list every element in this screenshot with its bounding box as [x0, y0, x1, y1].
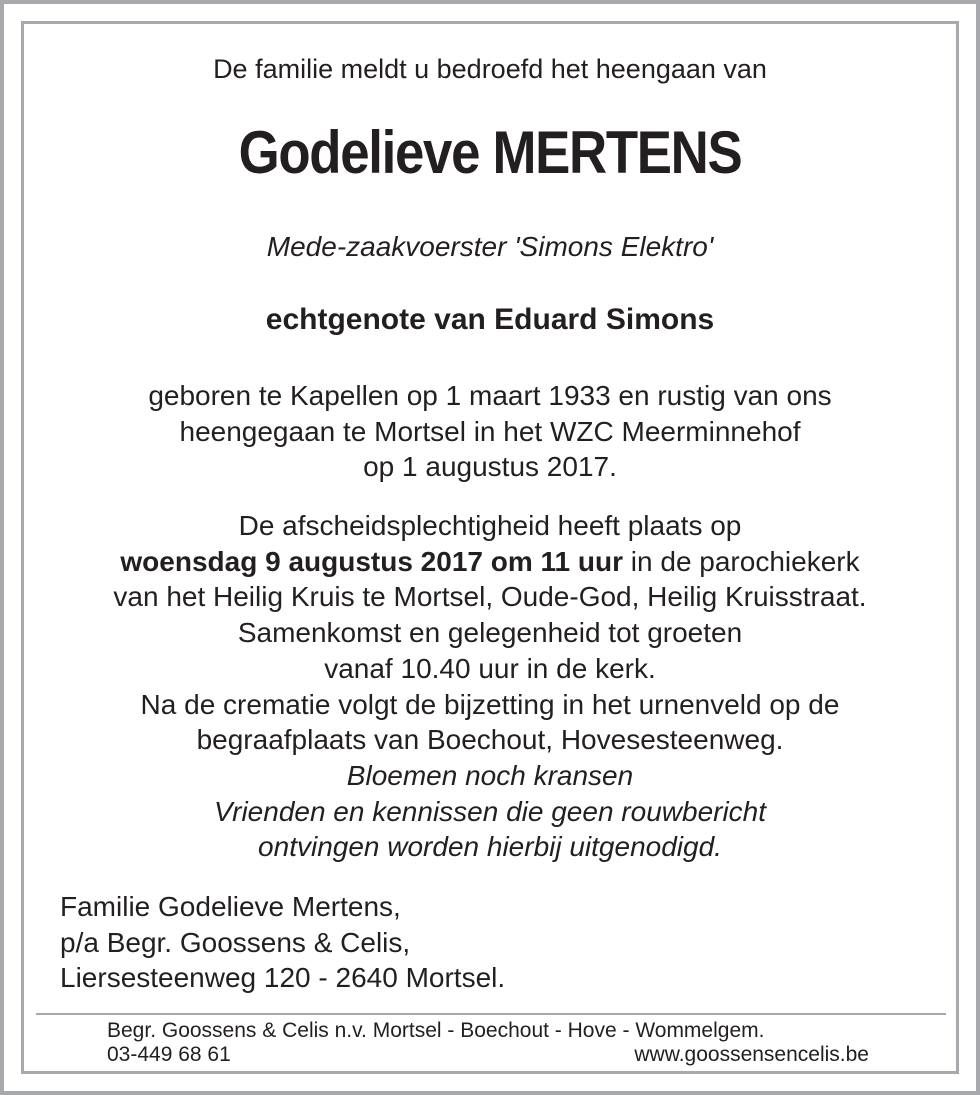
birth-death-paragraph — [0, 378, 980, 485]
ceremony-date-line — [0, 544, 980, 580]
invitation-line-2: ontvingen worden hierbij uitgenodigd. — [258, 831, 722, 863]
spouse-text: echtgenote van Eduard Simons — [265, 303, 715, 336]
care-of-line: p/a Begr. Goossens & Celis, — [60, 926, 411, 958]
phone-number: 03-449 68 61 — [107, 1043, 231, 1066]
no-flowers-line: Bloemen noch kransen — [346, 759, 634, 791]
ceremony-intro-line: De afscheidsplechtigheid heeft plaats op — [238, 510, 742, 541]
greeting-time-line: vanaf 10.40 uur in de kerk. — [324, 652, 656, 684]
ceremony-location-line: van het Heilig Kruis te Mortsel, Oude-God, Heilig Kruisstraat. — [113, 581, 867, 613]
role-text: Mede-zaakvoerster 'Simons Elektro' — [266, 231, 714, 262]
ceremony-date: woensdag 9 augustus 2017 om 11 uur — [120, 545, 624, 577]
death-date-line: op 1 augustus 2017. — [363, 451, 617, 483]
ceremony-paragraph — [0, 508, 980, 865]
website-link[interactable]: www.goossensencelis.be — [634, 1043, 869, 1066]
funeral-company-line: Begr. Goossens & Celis n.v. Mortsel - Boechout - Hove - Wommelgem. — [107, 1019, 765, 1042]
footer-divider — [36, 1013, 946, 1015]
family-name-line: Familie Godelieve Mertens, — [60, 891, 401, 922]
family-address-block — [60, 889, 505, 996]
deceased-name: Godelieve MERTENS — [238, 119, 742, 186]
death-place-line: heengegaan te Mortsel in het WZC Meerminnehof — [179, 415, 801, 447]
cremation-line: Na de crematie volgt de bijzetting in het urnenveld op de — [140, 688, 840, 720]
intro-text: De familie meldt u bedroefd het heengaan van — [213, 54, 767, 84]
address-line: Liersesteenweg 120 - 2640 Mortsel. — [60, 962, 506, 993]
cemetery-line: begraafplaats van Boechout, Hovesesteenweg. — [196, 724, 784, 756]
invitation-line: Vrienden en kennissen die geen rouwbericht — [213, 795, 767, 827]
ceremony-church-text: in de parochiekerk — [623, 545, 860, 577]
greeting-line: Samenkomst en gelegenheid tot groeten — [237, 617, 743, 649]
birth-line: geboren te Kapellen op 1 maart 1933 en rustig van ons — [148, 380, 832, 411]
